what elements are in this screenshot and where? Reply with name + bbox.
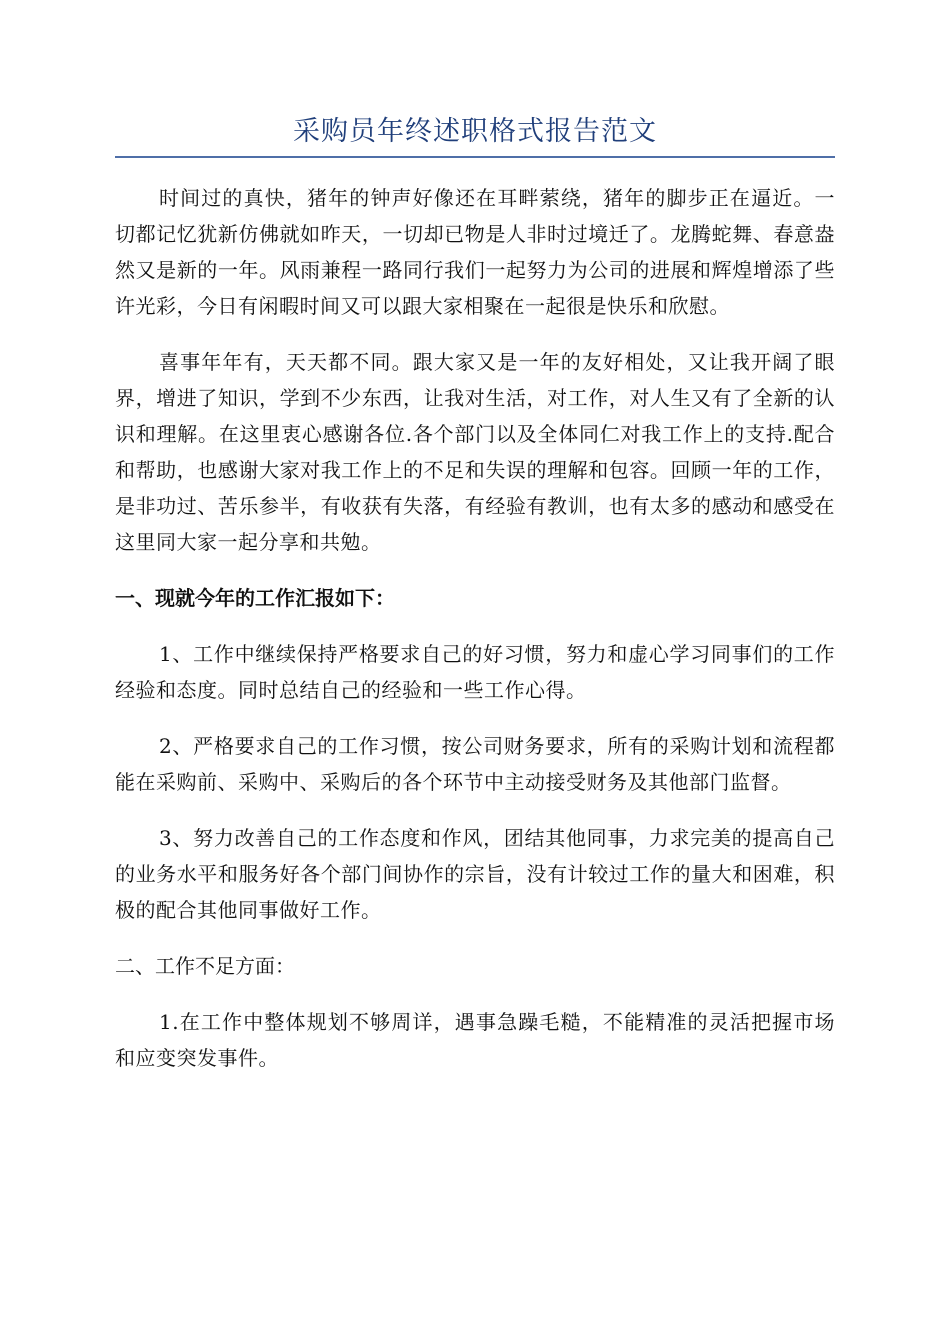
- section-1-item-3: 3、努力改善自己的工作态度和作风，团结其他同事，力求完美的提高自己的业务水平和服务好各个部门间协作的宗旨，没有计较过工作的量大和困难，积极的配合其他同事做好工作。: [115, 826, 835, 922]
- title-block: [115, 112, 835, 158]
- section-1-heading: 一、现就今年的工作汇报如下：: [115, 586, 395, 610]
- intro-paragraph-2: 喜事年年有，天天都不同。跟大家又是一年的友好相处，又让我开阔了眼界，增进了知识，学到不少东西，让我对生活，对工作，对人生又有了全新的认识和理解。在这里衷心感谢各位.各个部门以及全体同仁对我工作上的支持.配合和帮助，也感谢大家对我工作上的不足和失误的理解和包容。回顾一年的工作，是非功过、苦乐参半，有收获有失落，有经验有教训，也有太多的感动和感受在这里同大家一起分享和共勉。: [115, 350, 835, 554]
- document-body: [115, 180, 835, 1096]
- section-2-heading: 二、工作不足方面：: [115, 954, 295, 978]
- section-2-item-1: 1.在工作中整体规划不够周详，遇事急躁毛糙，不能精准的灵活把握市场和应变突发事件。: [115, 1010, 835, 1070]
- section-1-item-2: 2、严格要求自己的工作习惯，按公司财务要求，所有的采购计划和流程都能在采购前、采购中、采购后的各个环节中主动接受财务及其他部门监督。: [115, 734, 835, 794]
- document-title: 采购员年终述职格式报告范文: [293, 116, 657, 147]
- section-1-item-1: 1、工作中继续保持严格要求自己的好习惯，努力和虚心学习同事们的工作经验和态度。同时总结自己的经验和一些工作心得。: [115, 642, 835, 702]
- intro-paragraph-1: 时间过的真快，猪年的钟声好像还在耳畔萦绕，猪年的脚步正在逼近。一切都记忆犹新仿佛就如昨天，一切却已物是人非时过境迁了。龙腾蛇舞、春意盎然又是新的一年。风雨兼程一路同行我们一起努力为公司的进展和辉煌增添了些许光彩，今日有闲暇时间又可以跟大家相聚在一起很是快乐和欣慰。: [115, 186, 835, 318]
